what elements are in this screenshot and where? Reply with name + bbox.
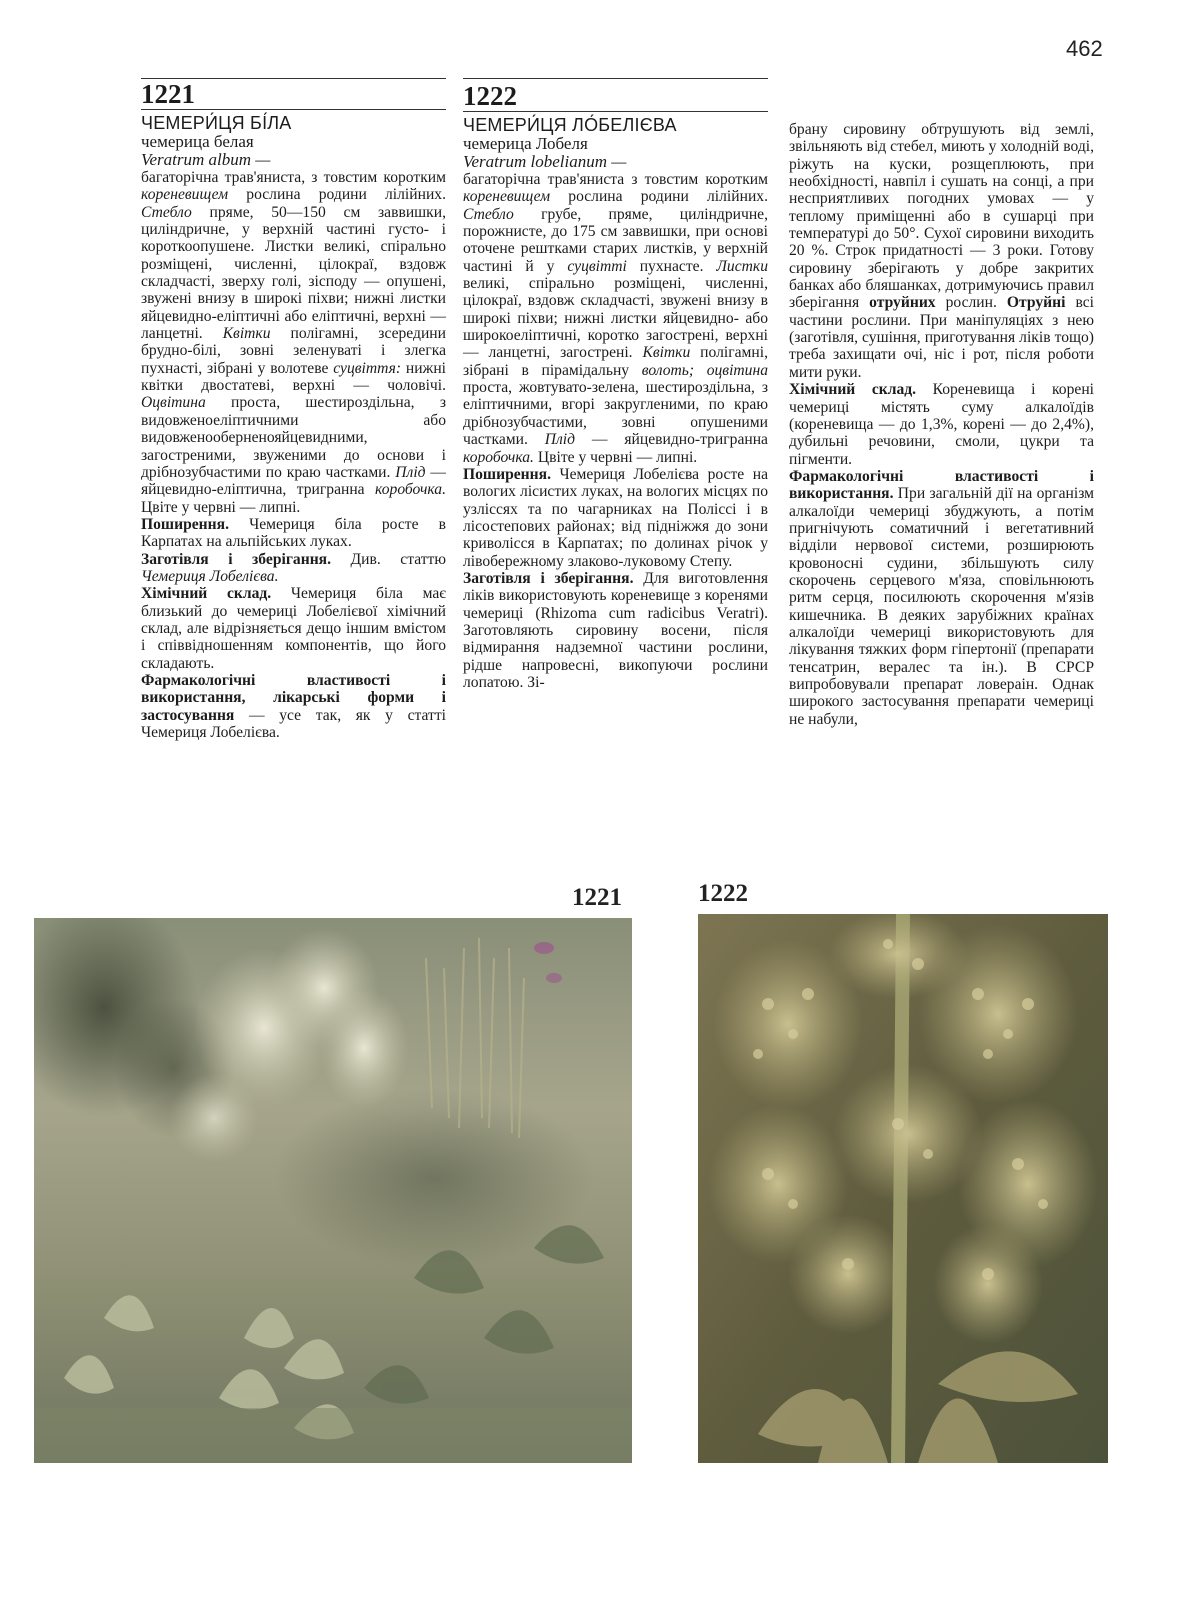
- text-run: Див. статтю: [331, 550, 446, 568]
- section-label: Фармакологічні властивості і використання, лікарські форми і застосування: [141, 671, 446, 724]
- section-label: Фармакологічні властивості і використання.: [789, 467, 1094, 503]
- section-paragraph: [141, 585, 446, 672]
- italic-term: коробочка.: [375, 481, 446, 499]
- text-run: При загальній дії на організм алкалоїди чемериці збуджують, а потім пригнічують соматичний і вегетативний відділи нервової системи, розширюють кровоносні судини, збільшують силу скорочень серцевого м'яза, сповільнюють ритм серця, посилюють скорочення м'язів кишечника. В деяких зарубіжних країнах алкалоїди чемериці використовують для лікування тяжких форм гіпертонії (препарати тенсатрин, вералес та ін.). В СРСР випробовували препарат ловераін. Однак широкого застосування препарати чемериці не набули,: [789, 485, 1094, 728]
- section-label: Хімічний склад.: [789, 381, 917, 399]
- text-run: Для виготовлення ліків використовують кореневище з коренями чемериці (Rhizoma cum radicibus Veratri). Заготовляють сировину восени, після відмирання надземної частини рослини, рідше напровесні, викопуючи рослини лопатою. Зі-: [463, 569, 768, 691]
- entry-1222-title: ЧЕМЕРИ́ЦЯ ЛО́БЕЛІЄВА: [463, 115, 677, 135]
- section-paragraph: [463, 570, 768, 691]
- entry-1222-latin-name: Veratrum lobelianum —: [463, 152, 627, 171]
- italic-term: Листки: [716, 257, 768, 275]
- italic-term: Квітки: [642, 344, 691, 362]
- entry-1221-column: [141, 78, 446, 741]
- italic-term: Квітки: [222, 325, 271, 343]
- text-run: — усе так, як у статті Чемериця Лобелієва.: [141, 706, 446, 741]
- section-label: Заготівля і зберігання.: [463, 569, 634, 587]
- photo-1221-label: 1221: [572, 884, 622, 911]
- section-paragraph: [789, 381, 1094, 468]
- italic-term: кореневищем: [141, 186, 229, 204]
- italic-term: Плід: [544, 431, 576, 449]
- text-run: пряме, 50—150 см заввишки, циліндричне, у верхній частині густо- і короткоопушене. Листки великі, спірально розміщені, численні, цілокраї, вздовж складчасті, зверху голі, зісподу — опушені, звужені внизу в широкі піхви; нижні листки яйцевидно-еліптичні або еліптичні, верхні — ланцетні.: [141, 203, 446, 343]
- section-label: Хімічний склад.: [141, 585, 272, 603]
- text-run: всі частини рослини. При маніпуляціях з нею (заготівля, сушіння, приготування ліків тощо) треба захищати очі, ніс і рот, після роботи мити руки.: [789, 294, 1094, 381]
- text-run: полігамні, зібрані в пірамідальну: [463, 344, 768, 379]
- photo-1222-lobel-hellebore: [698, 914, 1108, 1463]
- bold-term: Отруйні: [1006, 294, 1066, 312]
- text-run: — яйцевидно-еліптична, тригранна: [141, 463, 446, 499]
- section-paragraph: [463, 466, 768, 570]
- text-run: брану сировину обтрушують від землі, звільняють від стебел, миють у холодній воді, ріжуть на куски, розщеплюють, при необхідності, навпіл і сушать на сонці, а при несприятливих погодних умовах — у теплому приміщенні або в сушарці при температурі до 50°. Сухої сировини виходить 20 %. Строк придатності — 3 роки. Готову сировину зберігають у добре закритих банках або бляшанках, дотримуючись правил зберігання: [789, 121, 1094, 312]
- italic-term: Чемериця Лобелієва.: [141, 567, 279, 585]
- italic-term: Стебло: [463, 205, 514, 223]
- photo-1222-label: 1222: [698, 880, 748, 907]
- text-run: рослина родини лілійних.: [228, 186, 446, 204]
- text-run: Чемериця біла має близький до чемериці Лобелієвої хімічний склад, але відрізняється дещо іншим вмістом і співвідношенням компонентів, що його складають.: [141, 585, 446, 672]
- entry-1222-sections: [463, 466, 768, 691]
- entry-1222-russian-name: чемерица Лобеля: [463, 134, 588, 153]
- text-run: багаторічна трав'яниста з товстим коротким: [463, 171, 768, 188]
- entry-1222-continuation-sections: [789, 381, 1094, 728]
- entry-1221-number: 1221: [141, 79, 195, 109]
- section-paragraph: [141, 672, 446, 741]
- text-run: — яйцевидно-тригранна: [575, 431, 768, 449]
- photo-1221-white-hellebore: [34, 918, 632, 1463]
- entry-1222-header: [463, 78, 768, 112]
- section-label: Заготівля і зберігання.: [141, 550, 332, 568]
- italic-term: суцвітті: [567, 257, 627, 275]
- section-paragraph: [789, 468, 1094, 728]
- text-run: проста, шестироздільна, з видовженоеліптичними або видовженооберненояйцевидними, загостреними, звуженими до основи і дрібнозубчастими по краю частками.: [141, 394, 446, 481]
- entry-1221-latin-name: Veratrum album —: [141, 150, 271, 169]
- italic-term: коробочка.: [463, 448, 534, 466]
- text-run: багаторічна трав'яниста, з товстим коротким: [141, 169, 446, 186]
- text-run: Цвіте у червні — липні.: [141, 498, 301, 516]
- text-run: Чемериця Лобелієва росте на вологих лісистих луках, на вологих місцях по узліссях та по чагарниках на Поліссі і в лісостепових районах; від підніжжя до зони криволісся в Карпатах; по долинах річок у лівобережному злаково-луковому Степу.: [463, 465, 768, 570]
- text-run: нижні квітки двостатеві, верхні — чоловічі.: [141, 359, 446, 395]
- text-run: полігамні, зсередини брудно-білі, зовні зеленуваті і злегка пухнасті, зібрані у волотеве: [141, 325, 446, 377]
- italic-term: Оцвітина: [141, 394, 206, 412]
- entry-1222-continuation-column: [789, 121, 1094, 728]
- italic-term: волоть; оцвітина: [641, 361, 768, 379]
- italic-term: кореневищем: [463, 188, 551, 206]
- entry-1221-header: [141, 78, 446, 110]
- italic-term: Плід: [395, 463, 426, 481]
- italic-term: суцвіття:: [333, 359, 402, 377]
- text-run: пухнасте.: [626, 257, 717, 275]
- section-label: Поширення.: [141, 515, 229, 533]
- entry-1221-sections: [141, 516, 446, 741]
- section-paragraph: [141, 516, 446, 551]
- italic-term: Стебло: [141, 203, 192, 221]
- text-run: великі, спірально розміщені, численні, цілокраї, вздовж складчасті, звужені внизу в широкі піхви; нижні листки яйцевидно- або широкоеліптичні, коротко загострені, верхні — ланцетні, загострені.: [463, 275, 768, 362]
- text-run: Цвіте у червні — липні.: [533, 448, 698, 466]
- page-number: 462: [1066, 36, 1103, 61]
- text-run: грубе, пряме, циліндричне, порожнисте, до 175 см заввишки, при основі оточене рештками старих листків, у верхній частині й у: [463, 205, 768, 275]
- entry-1222-description: [463, 171, 768, 466]
- text-run: рослин.: [935, 294, 1007, 312]
- section-paragraph: [141, 551, 446, 586]
- entry-1221-russian-name: чемерица белая: [141, 132, 254, 151]
- text-run: проста, жовтувато-зелена, шестироздільна, з еліптичними, вгорі закругленими, по краю дрібнозубчастими, зовні опушеними частками.: [463, 379, 768, 449]
- text-run: Чемериця біла росте в Карпатах на альпійських луках.: [141, 515, 446, 551]
- entry-1221-description: [141, 169, 446, 516]
- entry-1222-number: 1222: [463, 81, 517, 111]
- text-run: рослина родини лілійних.: [550, 188, 768, 206]
- section-label: Поширення.: [463, 465, 551, 483]
- bold-term: отруйних: [869, 294, 936, 312]
- text-run: Кореневища і корені чемериці містять суму алкалоїдів (кореневища — до 1,3%, корені — до 2,4%), дубильні речовини, смоли, цукри та пігменти.: [789, 381, 1094, 468]
- entry-1222-continuation: [789, 121, 1094, 381]
- entry-1221-title: ЧЕМЕРИ́ЦЯ БІ́ЛА: [141, 113, 292, 133]
- entry-1222-column: [463, 78, 768, 691]
